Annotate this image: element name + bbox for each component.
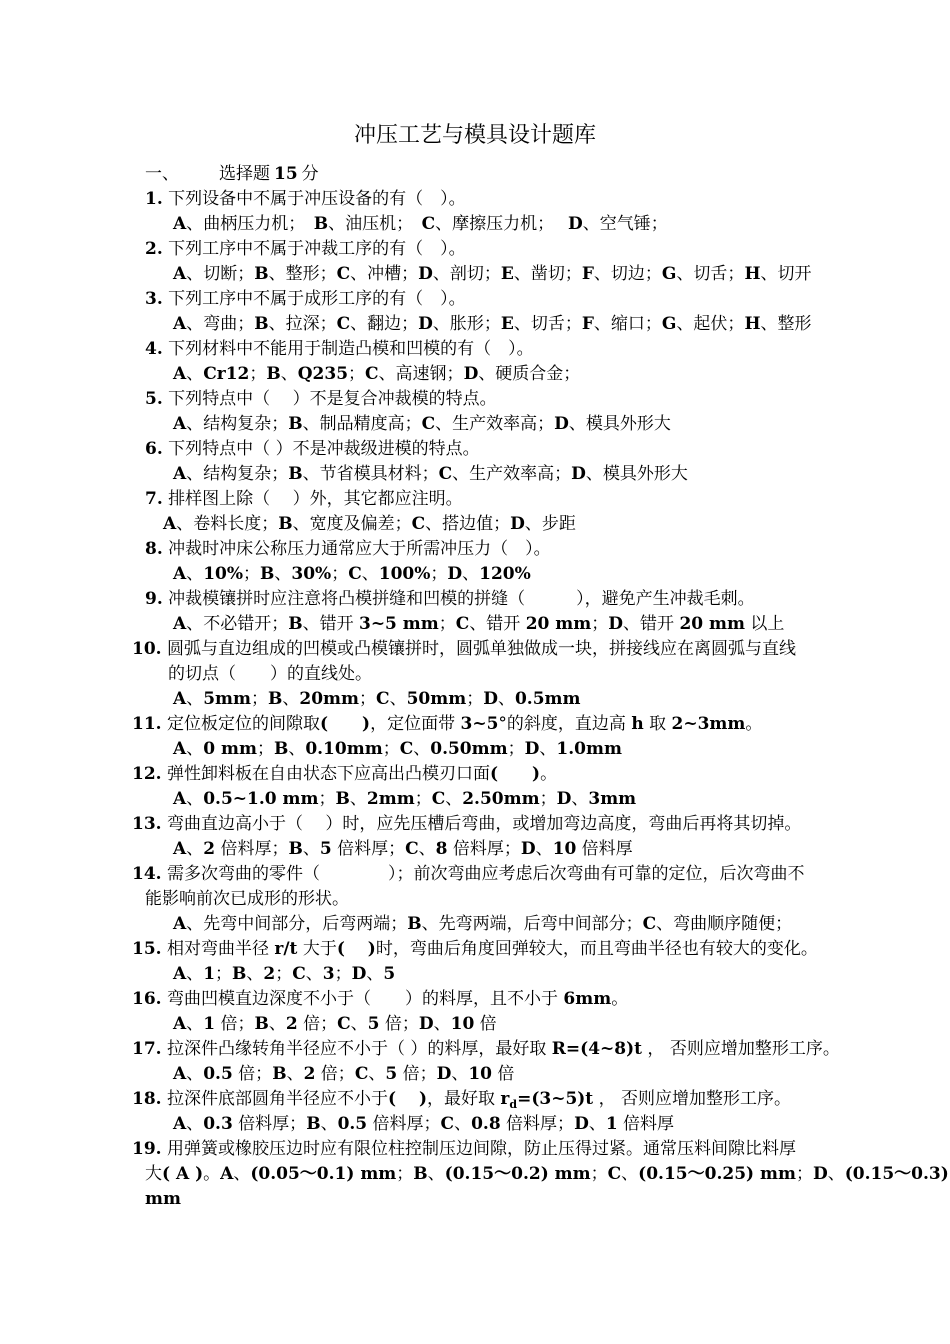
question-19: 19. 用弹簧或橡胶压边时应有限位柱控制压边间隙，防止压得过紧。通常压料间隙比料厚	[132, 1139, 796, 1159]
options-9: A、不必错开；B、错开 3~5 mm；C、错开 20 mm；D、错开 20 mm 以上	[173, 614, 785, 634]
options-17: A、0.5 倍；B、2 倍；C、5 倍；D、10 倍	[173, 1064, 515, 1084]
question-text: 下列材料中不能用于制造凸模和凹模的有（ ）。	[168, 339, 534, 359]
question-2: 2. 下列工序中不属于冲裁工序的有（ ）。	[145, 239, 466, 259]
question-text: 圆弧与直边组成的凹模或凸模镶拼时，圆弧单独做成一块，拼接线应在离圆弧与直线	[167, 639, 796, 659]
options-13: A、2 倍料厚；B、5 倍料厚；C、8 倍料厚；D、10 倍料厚	[173, 839, 633, 859]
question-18: 18. 拉深件底部圆角半径应不小于( )，最好取 $r_d=(3\sim 5)t$ ， 否则应增加整形工序。	[132, 1089, 791, 1111]
question-text: 需多次弯曲的零件（ ）；前次弯曲应考虑后次弯曲有可靠的定位，后次弯曲不	[166, 864, 805, 884]
section-unit: 分	[301, 164, 319, 184]
options-18: A、0.3 倍料厚；B、0.5 倍料厚；C、0.8 倍料厚；D、1 倍料厚	[173, 1114, 675, 1134]
options-10: A、5mm；B、20mm；C、50mm；D、0.5mm	[173, 689, 581, 709]
question-5: 5. 下列特点中（ ）不是复合冲裁模的特点。	[145, 389, 497, 409]
question-19-cont: 大( A )。A、(0.05～0.1) mm；B、(0.15～0.2) mm；C、(0.15～0.25) mm；D、(0.15～0.3)	[145, 1164, 949, 1184]
question-12: 12. 弹性卸料板在自由状态下应高出凸模刃口面( )。	[132, 764, 558, 784]
options-16: A、1 倍；B、2 倍；C、5 倍；D、10 倍	[173, 1014, 497, 1034]
question-8: 8. 冲裁时冲床公称压力通常应大于所需冲压力（ ）。	[145, 539, 551, 559]
options-1: A、曲柄压力机； B、油压机； C、摩擦压力机； D、空气锤；	[173, 214, 668, 234]
question-text: 用弹簧或橡胶压边时应有限位柱控制压边间隙，防止压得过紧。通常压料间隙比料厚	[166, 1139, 796, 1159]
question-text: 冲裁模镶拼时应注意将凸模拼缝和凹模的拼缝（ ），避免产生冲裁毛刺。	[168, 589, 755, 609]
question-text: 排样图上除（ ）外，其它都应注明。	[168, 489, 463, 509]
options-7: A、卷料长度；B、宽度及偏差；C、搭边值；D、步距	[163, 514, 576, 534]
question-number: 1	[145, 189, 157, 209]
question-1: 1. 下列设备中不属于冲压设备的有（ ）。	[145, 189, 466, 209]
question-7: 7. 排样图上除（ ）外，其它都应注明。	[145, 489, 463, 509]
question-text: 下列特点中（ ）不是冲裁级进模的特点。	[168, 439, 480, 459]
options-4: A、Cr12；B、Q235；C、高速钢；D、硬质合金；	[173, 364, 581, 384]
question-10-cont: 的切点（ ）的直线处。	[168, 664, 372, 684]
question-6: 6. 下列特点中（ ）不是冲裁级进模的特点。	[145, 439, 480, 459]
question-text: 下列工序中不属于成形工序的有（ ）。	[168, 289, 466, 309]
options-15: A、1；B、2；C、3；D、5	[173, 964, 396, 984]
options-2: A、切断；B、整形；C、冲槽；D、剖切；E、凿切；F、切边；G、切舌；H、切开	[173, 264, 812, 284]
question-9: 9. 冲裁模镶拼时应注意将凸模拼缝和凹模的拼缝（ ），避免产生冲裁毛刺。	[145, 589, 755, 609]
question-text: 冲裁时冲床公称压力通常应大于所需冲压力（ ）。	[168, 539, 551, 559]
question-14: 14. 需多次弯曲的零件（ ）；前次弯曲应考虑后次弯曲有可靠的定位，后次弯曲不	[132, 864, 805, 884]
question-4: 4. 下列材料中不能用于制造凸模和凹模的有（ ）。	[145, 339, 534, 359]
question-19-end: mm	[145, 1189, 181, 1209]
options-3: A、弯曲；B、拉深；C、翻边；D、胀形；E、切舌；F、缩口；G、起伏；H、整形	[173, 314, 812, 334]
question-10: 10. 圆弧与直边组成的凹模或凸模镶拼时，圆弧单独做成一块，拼接线应在离圆弧与直线	[132, 639, 796, 659]
question-text: 下列设备中不属于冲压设备的有（ ）。	[168, 189, 466, 209]
question-14-cont: 能影响前次已成形的形状。	[145, 889, 349, 909]
question-text: 下列特点中（ ）不是复合冲裁模的特点。	[168, 389, 497, 409]
question-text: 弯曲直边高小于（ ）时，应先压槽后弯曲，或增加弯边高度，弯曲后再将其切掉。	[166, 814, 802, 834]
question-text: 下列工序中不属于冲裁工序的有（ ）。	[168, 239, 466, 259]
options-8: A、10%；B、30%；C、100%；D、120%	[173, 564, 531, 584]
options-14: A、先弯中间部分，后弯两端；B、先弯两端，后弯中间部分；C、弯曲顺序随便；	[173, 914, 793, 934]
section-heading	[145, 163, 319, 185]
question-16: 16. 弯曲凹模直边深度不小于（ ）的料厚，且不小于 6mm。	[132, 989, 629, 1009]
question-17: 17. 拉深件凸缘转角半径应不小于（ ）的料厚，最好取 R=(4~8)t ， 否则应增加整形工序。	[132, 1039, 840, 1059]
section-label: 选择题	[219, 164, 270, 184]
options-12: A、0.5~1.0 mm；B、2mm；C、2.50mm；D、3mm	[173, 789, 637, 809]
options-6: A、结构复杂；B、节省模具材料；C、生产效率高；D、模具外形大	[173, 464, 688, 484]
section-index: 一、	[145, 164, 179, 184]
options-11: A、0 mm；B、0.10mm；C、0.50mm；D、1.0mm	[173, 739, 622, 759]
page-title: 冲压工艺与模具设计题库	[353, 123, 596, 148]
section-score: 15	[274, 164, 298, 184]
question-11: 11. 定位板定位的间隙取( )，定位面带 3~5°的斜度，直边高 h 取 2~3mm。	[132, 714, 763, 734]
question-15: 15. 相对弯曲半径 r/t 大于( )时，弯曲后角度回弹较大，而且弯曲半径也有较大的变化。	[132, 939, 818, 959]
question-3: 3. 下列工序中不属于成形工序的有（ ）。	[145, 289, 466, 309]
options-5: A、结构复杂；B、制品精度高；C、生产效率高；D、模具外形大	[173, 414, 671, 434]
question-13: 13. 弯曲直边高小于（ ）时，应先压槽后弯曲，或增加弯边高度，弯曲后再将其切掉。	[132, 814, 802, 834]
